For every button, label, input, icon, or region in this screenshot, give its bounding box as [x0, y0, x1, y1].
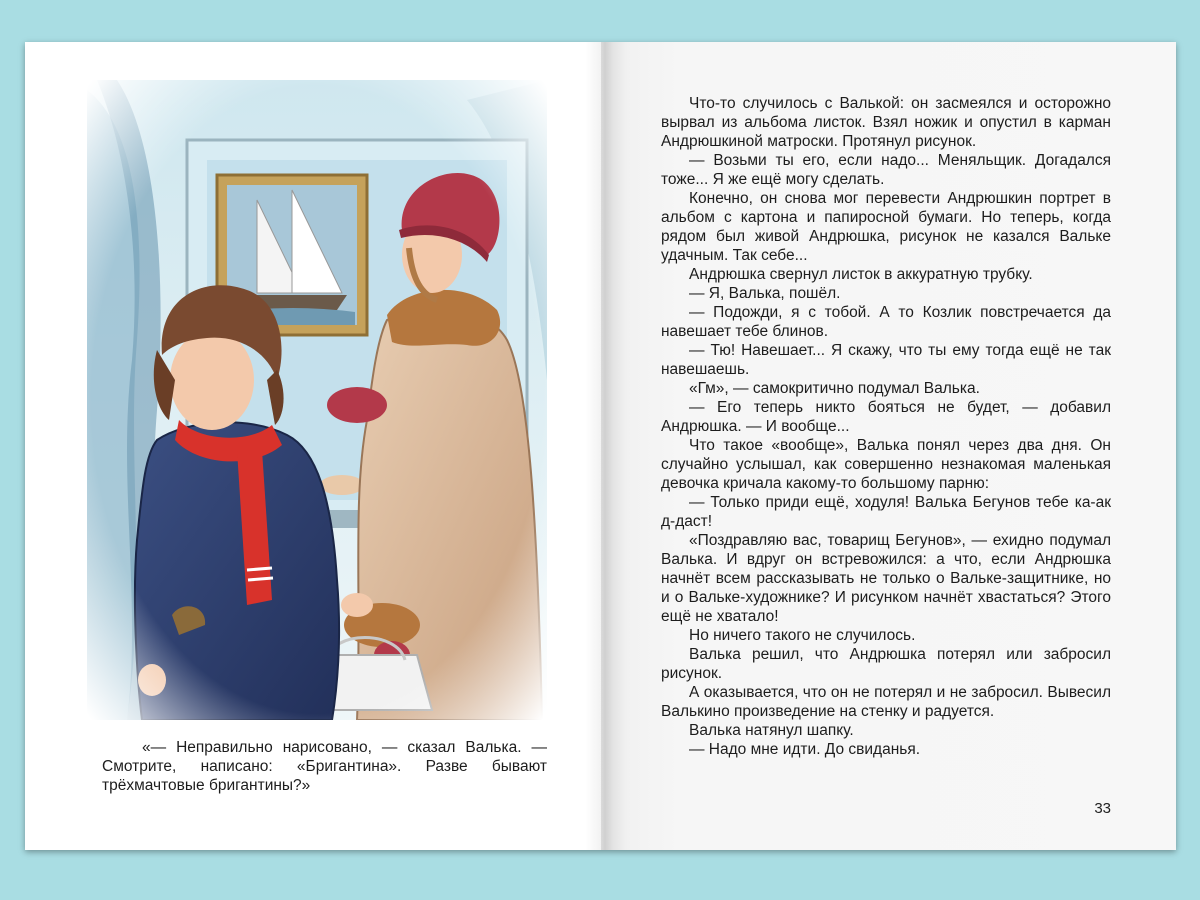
paragraph: — Я, Валька, пошёл.	[689, 285, 841, 302]
story-text	[661, 94, 1111, 759]
paragraph: Но ничего такого не случилось.	[689, 627, 916, 644]
caption-text: «— Неправильно нарисовано, — сказал Валька. — Смотрите, написано: «Бригантина». Разве бывают трёхмачтовые бригантины?»	[102, 739, 547, 794]
paragraph: — Его теперь никто бояться не будет, — добавил Андрюшка. — И вообще...	[661, 399, 1111, 435]
paragraph: «Поздравляю вас, товарищ Бегунов», — ехидно подумал Валька. И вдруг он встревожился: а что, если Андрюшка начнёт всем рассказывать не только о Вальке-защитнике, но и о Вальке-художнике? И рисунком начнёт хвастаться? Этого ещё не хватало!	[661, 532, 1111, 625]
right-page	[601, 42, 1176, 850]
paragraph: «Гм», — самокритично подумал Валька.	[689, 380, 980, 397]
paragraph: — Возьми ты его, если надо... Меняльщик. Догадался тоже... Я же ещё могу сделать.	[661, 152, 1111, 188]
page-number: 33	[1094, 800, 1111, 817]
paragraph: Валька натянул шапку.	[689, 722, 854, 739]
paragraph: Валька решил, что Андрюшка потерял или забросил рисунок.	[661, 646, 1111, 682]
paragraph: А оказывается, что он не потерял и не забросил. Вывесил Валькино произведение на стенку и радуется.	[661, 684, 1111, 720]
paragraph: — Надо мне идти. До свиданья.	[689, 741, 921, 758]
paragraph: — Тю! Навешает... Я скажу, что ты ему тогда ещё не так навешаешь.	[661, 342, 1111, 378]
paragraph: — Только приди ещё, ходуля! Валька Бегунов тебе ка-ак д-даст!	[661, 494, 1111, 530]
paragraph: Что-то случилось с Валькой: он засмеялся и осторожно вырвал из альбома листок. Взял ножик и опустил в карман Андрюшкиной матроски. Протянул рисунок.	[661, 95, 1111, 150]
open-book	[25, 42, 1176, 850]
illustration-boy-and-woman	[87, 80, 547, 720]
left-page	[25, 42, 601, 850]
paragraph: — Подожди, я с тобой. А то Козлик повстречается да навешает тебе блинов.	[661, 304, 1111, 340]
illustration-caption	[102, 738, 547, 795]
paragraph: Конечно, он снова мог перевести Андрюшкин портрет в альбом с картона и папиросной бумаги. Но теперь, когда рядом был живой Андрюшка, рисунок не казался Вальке удачным. Так себе...	[661, 190, 1111, 264]
paragraph: Что такое «вообще», Валька понял через два дня. Он случайно услышал, как совершенно незнакомая маленькая девочка кричала какому-то большому парню:	[661, 437, 1111, 492]
paragraph: Андрюшка свернул листок в аккуратную трубку.	[689, 266, 1033, 283]
